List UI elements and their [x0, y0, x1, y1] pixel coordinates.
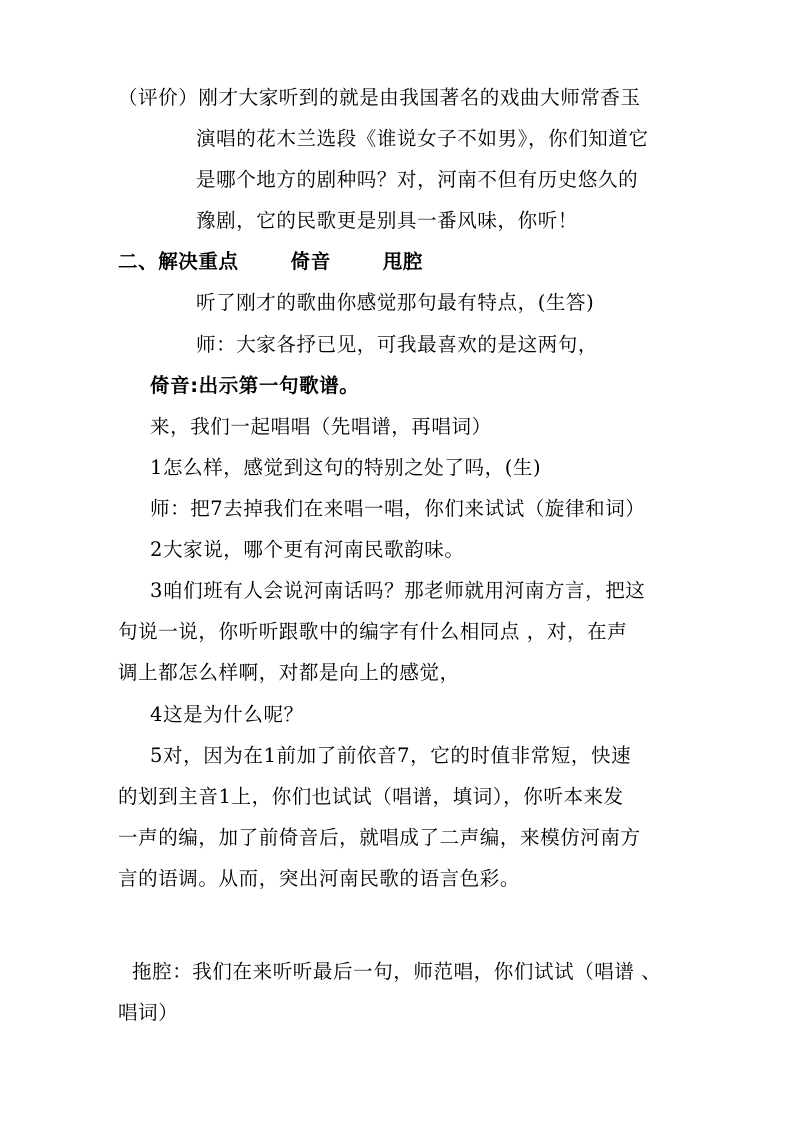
evaluation-line-4: 豫剧，它的民歌更是别具一番风味，你听！: [196, 209, 578, 232]
text-line-7c: 调上都怎么样啊，对都是向上的感觉，: [118, 661, 460, 684]
text-line-7b: 句说一说，你听听跟歌中的编字有什么相同点 ，对，在声: [118, 620, 628, 643]
evaluation-line-3: 是哪个地方的剧种吗？对，河南不但有历史悠久的: [196, 168, 639, 191]
heading-term-shuaiqiang: 甩腔: [382, 250, 424, 273]
text-line-1: 听了刚才的歌曲你感觉那句最有特点，(生答): [196, 291, 595, 314]
text-line-9a: 5对，因为在1前加了前依音7，它的时值非常短，快速: [150, 744, 632, 767]
section-heading: [118, 250, 423, 274]
evaluation-line-2: 演唱的花木兰选段《谁说女子不如男》，你们知道它: [196, 127, 649, 150]
heading-term-yiyin: 倚音: [290, 250, 331, 273]
text-line-6: 2大家说，哪个更有河南民歌韵味。: [150, 538, 465, 561]
text-line-4: 1怎么样，感觉到这句的特别之处了吗，(生): [150, 456, 542, 479]
tuoqiang-line-b: 唱词）: [118, 1001, 179, 1024]
heading-main: 二、解决重点: [118, 250, 239, 273]
text-line-2: 师：大家各抒已见，可我最喜欢的是这两句，: [196, 333, 599, 356]
text-line-9d: 言的语调。从而，突出河南民歌的语言色彩。: [118, 867, 521, 890]
text-line-7a: 3咱们班有人会说河南话吗？那老师就用河南方言，把这: [150, 579, 646, 602]
yiyin-title: 倚音:出示第一句歌谱。: [150, 374, 360, 397]
text-line-9b: 的划到主音1上，你们也试试（唱谱，填词），你听本来发: [118, 785, 624, 808]
tuoqiang-line-a: 拖腔：我们在来听听最后一句，师范唱，你们试试（唱谱 、: [132, 960, 662, 983]
text-line-9c: 一声的编，加了前倚音后，就唱成了二声编，来模仿河南方: [118, 826, 641, 849]
text-line-8: 4这是为什么呢？: [150, 703, 304, 726]
evaluation-line-1: （评价）刚才大家听到的就是由我国著名的戏曲大师常香玉: [118, 86, 641, 109]
text-line-3: 来，我们一起唱唱（先唱谱，再唱词）: [150, 415, 492, 438]
text-line-5: 师：把7去掉我们在来唱一唱，你们来试试（旋律和词）: [150, 497, 646, 520]
